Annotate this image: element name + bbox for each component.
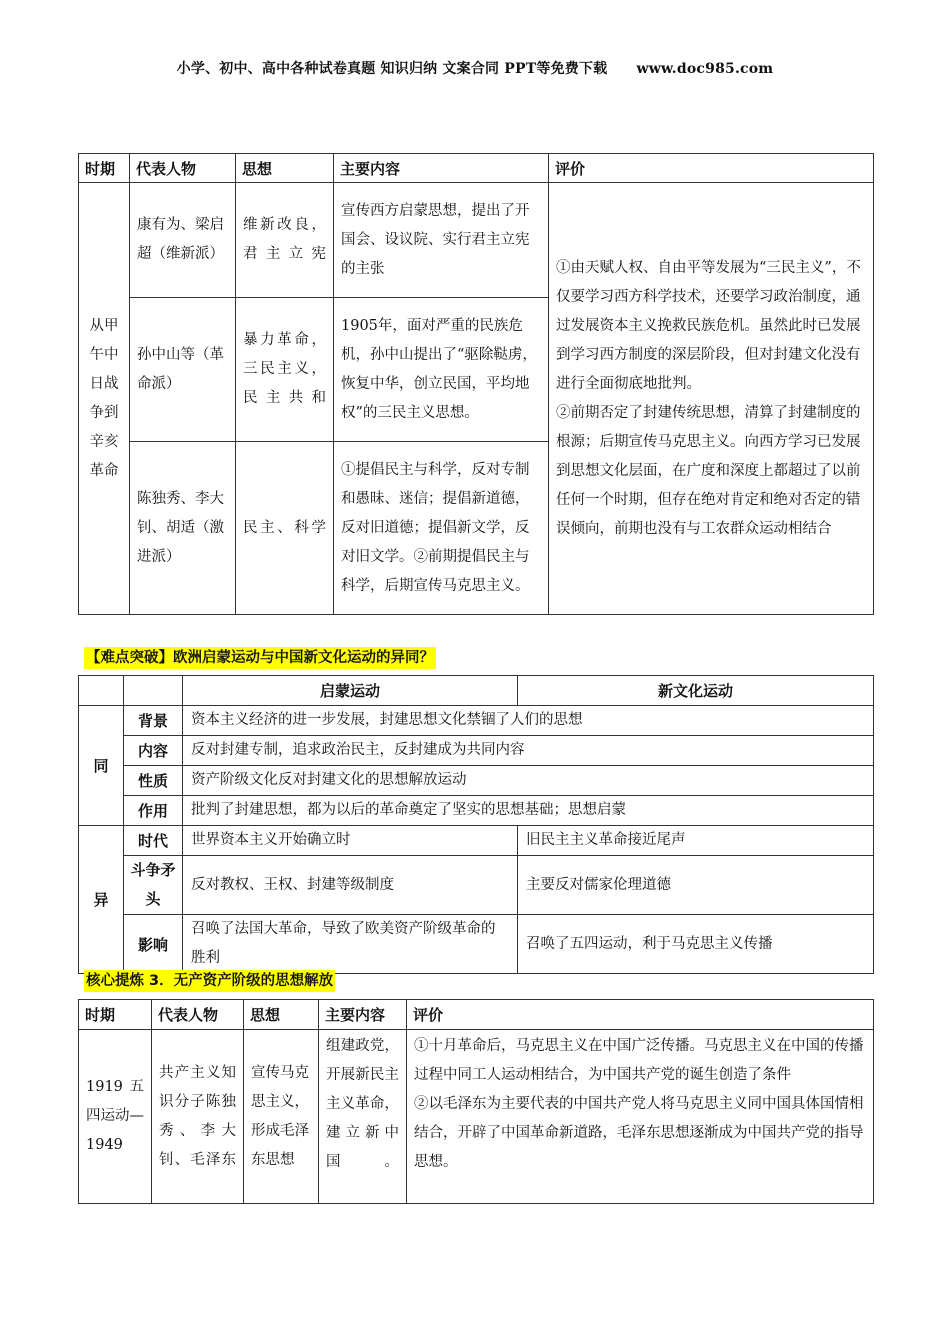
shared-cell: 资产阶级文化反对封建文化的思想解放运动 — [183, 766, 874, 796]
evaluation-para-2: ②以毛泽东为主要代表的中国共产党人将马克思主义同中国具体国情相结合，开辟了中国革命新道路，毛泽东思想逐渐成为中国共产党的指导思想。 — [414, 1096, 864, 1170]
comparison-table — [78, 675, 874, 974]
col-header-new-culture: 新文化运动 — [518, 676, 874, 706]
col-header-people: 代表人物 — [152, 1000, 244, 1030]
row-label: 影响 — [124, 915, 183, 974]
enlightenment-cell: 反对教权、王权、封建等级制度 — [183, 856, 518, 915]
shared-cell: 批判了封建思想，都为以后的革命奠定了坚实的思想基础；思想启蒙 — [183, 796, 874, 826]
core-summary-banner: 核心提炼 3．无产资产阶级的思想解放 — [84, 970, 335, 992]
people-cell: 孙中山等（革命派） — [130, 298, 236, 442]
col-header-content: 主要内容 — [334, 154, 549, 183]
col-header-content: 主要内容 — [319, 1000, 407, 1030]
evaluation-para-1: ①十月革命后，马克思主义在中国广泛传播。马克思主义在中国的传播过程中同工人运动相结合，为中国共产党的诞生创造了条件 — [414, 1038, 864, 1083]
col-header-evaluation: 评价 — [407, 1000, 874, 1030]
row-label: 作用 — [124, 796, 183, 826]
idea-cell: 维新改良，君主立宪 — [236, 183, 334, 298]
same-label: 同 — [79, 706, 124, 826]
content-cell: 组建政党，开展新民主主义革命，建立新中国。 — [319, 1030, 407, 1204]
row-label: 背景 — [124, 706, 183, 736]
row-label: 斗争矛头 — [124, 856, 183, 915]
people-cell: 康有为、梁启超（维新派） — [130, 183, 236, 298]
content-cell: ①提倡民主与科学，反对专制和愚昧、迷信；提倡新道德，反对旧道德；提倡新文学，反对旧文学。②前期提倡民主与科学，后期宣传马克思主义。 — [334, 442, 549, 615]
content-cell: 宣传西方启蒙思想，提出了开国会、设议院、实行君主立宪的主张 — [334, 183, 549, 298]
evaluation-cell — [407, 1030, 874, 1204]
idea-cell: 民主、科学 — [236, 442, 334, 615]
col-header-period: 时期 — [79, 154, 130, 183]
shared-cell: 反对封建专制，追求政治民主，反封建成为共同内容 — [183, 736, 874, 766]
diff-label: 异 — [79, 826, 124, 974]
enlightenment-cell: 召唤了法国大革命，导致了欧美资产阶级革命的胜利 — [183, 915, 518, 974]
people-cell: 陈独秀、李大钊、胡适（激进派） — [130, 442, 236, 615]
period-cell: 1919五四运动—1949 — [79, 1030, 152, 1204]
idea-cell: 暴力革命，三民主义，民主共和 — [236, 298, 334, 442]
new-culture-cell: 召唤了五四运动，利于马克思主义传播 — [518, 915, 874, 974]
row-label: 时代 — [124, 826, 183, 856]
shared-cell: 资本主义经济的进一步发展，封建思想文化禁锢了人们的思想 — [183, 706, 874, 736]
col-header-enlightenment: 启蒙运动 — [183, 676, 518, 706]
col-header-people: 代表人物 — [130, 154, 236, 183]
people-cell: 共产主义知识分子陈独秀、李大钊、毛泽东 — [152, 1030, 244, 1204]
thought-table-2 — [78, 999, 874, 1204]
enlightenment-cell: 世界资本主义开始确立时 — [183, 826, 518, 856]
row-label: 性质 — [124, 766, 183, 796]
thought-table-1 — [78, 153, 874, 615]
col-header-idea: 思想 — [236, 154, 334, 183]
header-text: 小学、初中、高中各种试卷真题 知识归纳 文案合同 PPT等免费下载 — [176, 61, 608, 77]
col-header-evaluation: 评价 — [549, 154, 874, 183]
col-header-period: 时期 — [79, 1000, 152, 1030]
col-header-idea: 思想 — [244, 1000, 319, 1030]
page-header — [0, 58, 950, 78]
blank-header — [79, 676, 124, 706]
new-culture-cell: 主要反对儒家伦理道德 — [518, 856, 874, 915]
period-cell: 从甲午中日战争到辛亥革命 — [79, 183, 130, 615]
header-url[interactable]: www.doc985.com — [636, 61, 774, 77]
evaluation-para-1: ①由天赋人权、自由平等发展为“三民主义”，不仅要学习西方科学技术，还要学习政治制度，通过发展资本主义挽救民族危机。虽然此时已发展到学习西方制度的深层阶段，但对封建文化没有进行全面彻底地批判。 — [556, 259, 861, 392]
row-label: 内容 — [124, 736, 183, 766]
idea-cell: 宣传马克思主义，形成毛泽东思想 — [244, 1030, 319, 1204]
evaluation-para-2: ②前期否定了封建传统思想，清算了封建制度的根源；后期宣传马克思主义。向西方学习已发展到思想文化层面，在广度和深度上都超过了以前任何一个时期，但存在绝对肯定和绝对否定的错误倾向，前期也没有与工农群众运动相结合 — [556, 404, 861, 537]
blank-header — [124, 676, 183, 706]
content-cell: 1905年，面对严重的民族危机，孙中山提出了“驱除鞑虏，恢复中华，创立民国，平均地权”的三民主义思想。 — [334, 298, 549, 442]
evaluation-cell — [549, 183, 874, 615]
new-culture-cell: 旧民主主义革命接近尾声 — [518, 826, 874, 856]
difficulty-banner: 【难点突破】欧洲启蒙运动与中国新文化运动的异同？ — [84, 647, 436, 669]
